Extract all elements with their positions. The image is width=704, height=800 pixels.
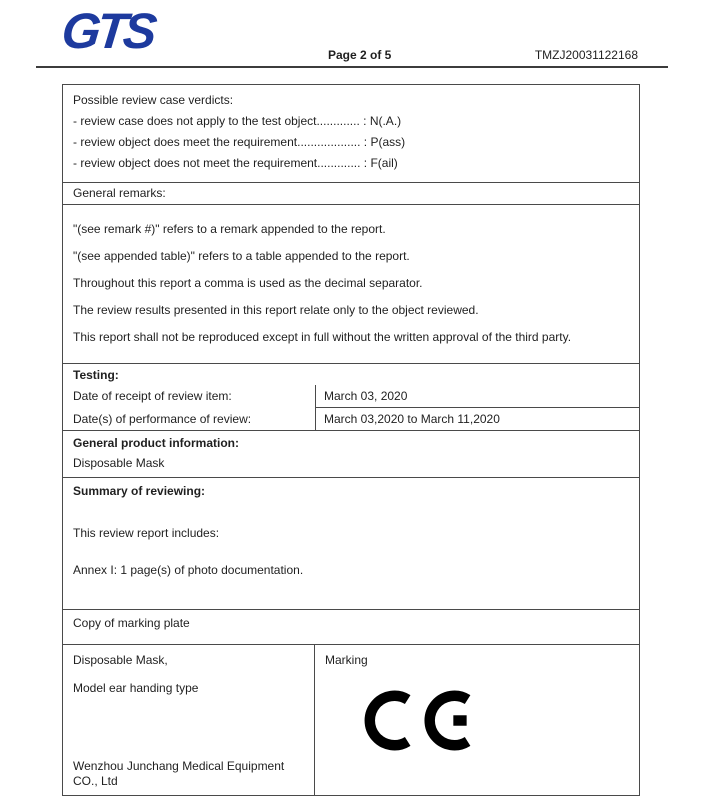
verdict-item: - review case does not apply to the test object............. : N(.A.) (73, 114, 402, 128)
summary-title: Summary of reviewing: (73, 484, 206, 498)
remark-paragraph: "(see remark #)" refers to a remark appended to the report. (73, 222, 386, 236)
remark-paragraph: "(see appended table)" refers to a table appended to the report. (73, 249, 410, 263)
product-info-section (63, 431, 639, 478)
page-number: Page 2 of 5 (328, 48, 392, 62)
header-divider (36, 66, 668, 68)
ce-mark-icon (363, 689, 479, 752)
summary-line: Annex I: 1 page(s) of photo documentation. (73, 563, 304, 577)
summary-line: This review report includes: (73, 526, 220, 540)
company-name: Wenzhou Junchang Medical Equipment CO., Ltd (73, 759, 285, 788)
verdicts-title: Possible review case verdicts: (73, 93, 234, 107)
product-desc: Disposable Mask, (73, 653, 168, 667)
testing-title: Testing: (73, 368, 119, 382)
general-remarks-title: General remarks: (63, 183, 639, 205)
product-name: Disposable Mask (73, 456, 165, 470)
marking-section (63, 645, 639, 795)
gts-logo: GTS (59, 3, 156, 59)
verdict-item: - review object does meet the requirement................... : P(ass) (73, 135, 406, 149)
testing-value: March 03,2020 to March 11,2020 (315, 408, 639, 430)
summary-section (63, 478, 639, 610)
report-table (62, 84, 640, 796)
document-header (0, 0, 704, 66)
model-desc: Model ear handing type (73, 681, 199, 695)
marking-label: Marking (325, 653, 368, 667)
remark-paragraph: This report shall not be reproduced except in full without the written approval of the third party. (73, 330, 572, 344)
remark-paragraph: The review results presented in this report relate only to the object reviewed. (73, 303, 479, 317)
verdicts-section (63, 85, 639, 183)
report-number: TMZJ20031122168 (534, 48, 638, 62)
marking-plate-title: Copy of marking plate (63, 610, 639, 645)
testing-section (63, 364, 639, 431)
general-remarks-section (63, 205, 639, 364)
verdict-item: - review object does not meet the requirement............. : F(ail) (73, 156, 398, 170)
product-info-title: General product information: (73, 436, 240, 450)
testing-dates (63, 385, 639, 430)
testing-value: March 03, 2020 (315, 385, 639, 408)
testing-label: Date(s) of performance of review: (73, 412, 252, 426)
remark-paragraph: Throughout this report a comma is used as the decimal separator. (73, 276, 423, 290)
product-details-cell (63, 645, 315, 795)
marking-cell (315, 645, 639, 795)
testing-label: Date of receipt of review item: (73, 389, 232, 403)
